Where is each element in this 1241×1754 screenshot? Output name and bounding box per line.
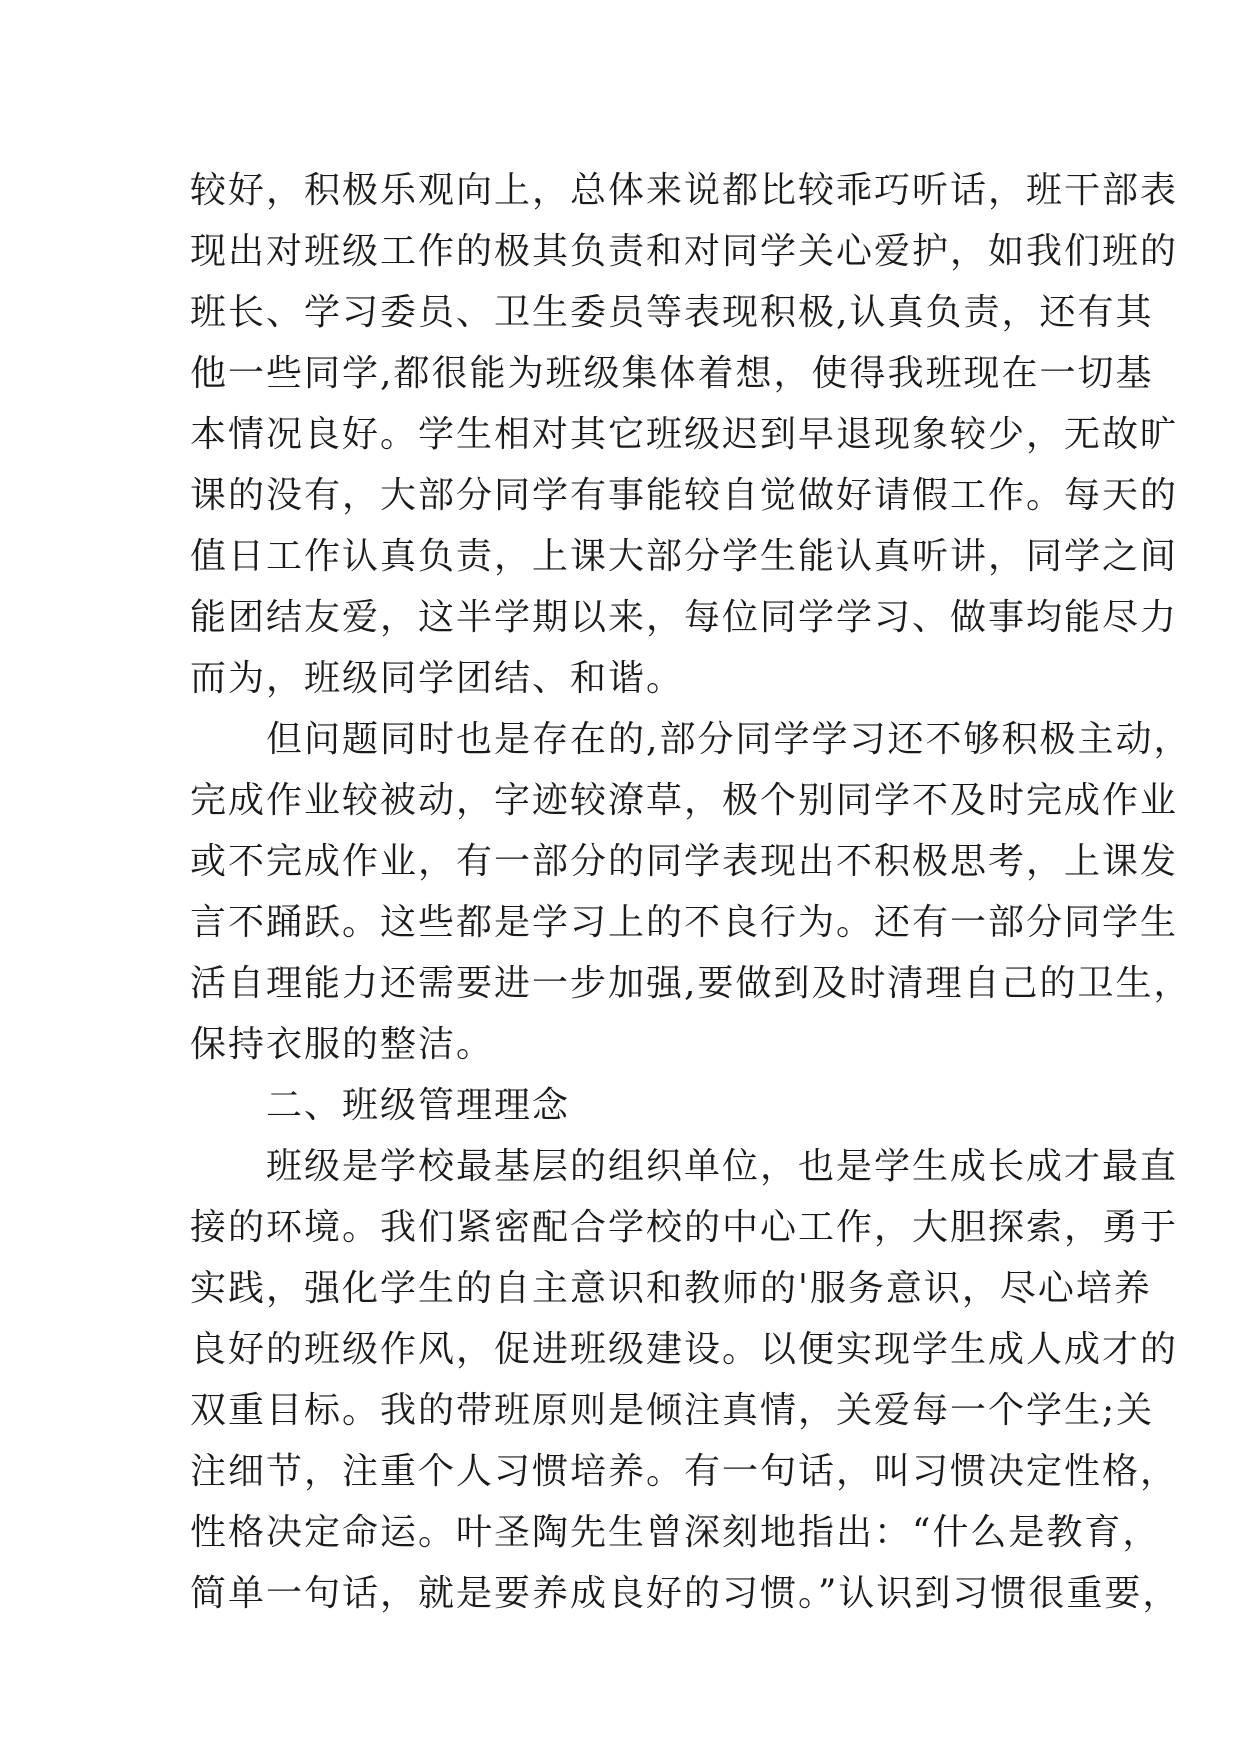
text-line: 现出对班级工作的极其负责和对同学关心爱护，如我们班的 [190, 231, 1179, 272]
text-line: 良好的班级作风，促进班级建设。以便实现学生成人成才的 [190, 1329, 1179, 1370]
body-text [190, 160, 1192, 1624]
text-line: 他一些同学,都很能为班级集体着想，使得我班现在一切基 [190, 353, 1154, 394]
text-line: 本情况良好。学生相对其它班级迟到早退现象较少，无故旷 [190, 414, 1179, 455]
text-line: 言不踊跃。这些都是学习上的不良行为。还有一部分同学生 [190, 902, 1179, 943]
text-line: 接的环境。我们紧密配合学校的中心工作，大胆探索，勇于 [190, 1207, 1179, 1248]
text-line: 保持衣服的整洁。 [190, 1024, 495, 1065]
section-heading: 二、班级管理理念 [190, 1085, 571, 1126]
text-line: 性格决定命运。叶圣陶先生曾深刻地指出：“什么是教育， [190, 1512, 1161, 1553]
text-line: 实践，强化学生的自主意识和教师的'服务意识，尽心培养 [190, 1268, 1152, 1309]
text-line: 或不完成作业，有一部分的同学表现出不积极思考，上课发 [190, 841, 1179, 882]
text-line: 完成作业较被动，字迹较潦草，极个别同学不及时完成作业 [190, 780, 1179, 821]
text-line: 较好，积极乐观向上，总体来说都比较乖巧听话，班干部表 [190, 170, 1179, 211]
text-line: 活自理能力还需要进一步加强,要做到及时清理自己的卫生， [190, 963, 1192, 1004]
text-line: 简单一句话，就是要养成良好的习惯。”认识到习惯很重要， [190, 1573, 1181, 1614]
text-line: 班级是学校最基层的组织单位，也是学生成长成才最直 [190, 1146, 1179, 1187]
text-line: 值日工作认真负责，上课大部分学生能认真听讲，同学之间 [190, 536, 1179, 577]
text-line: 课的没有，大部分同学有事能较自觉做好请假工作。每天的 [190, 475, 1179, 516]
text-line: 能团结友爱，这半学期以来，每位同学学习、做事均能尽力 [190, 597, 1179, 638]
text-line: 注细节，注重个人习惯培养。有一句话，叫习惯决定性格， [190, 1451, 1179, 1492]
text-line: 而为，班级同学团结、和谐。 [190, 658, 685, 699]
text-line: 但问题同时也是存在的,部分同学学习还不够积极主动， [190, 719, 1192, 760]
text-line: 双重目标。我的带班原则是倾注真情，关爱每一个学生;关 [190, 1390, 1155, 1431]
text-line: 班长、学习委员、卫生委员等表现积极,认真负责，还有其 [190, 292, 1154, 333]
